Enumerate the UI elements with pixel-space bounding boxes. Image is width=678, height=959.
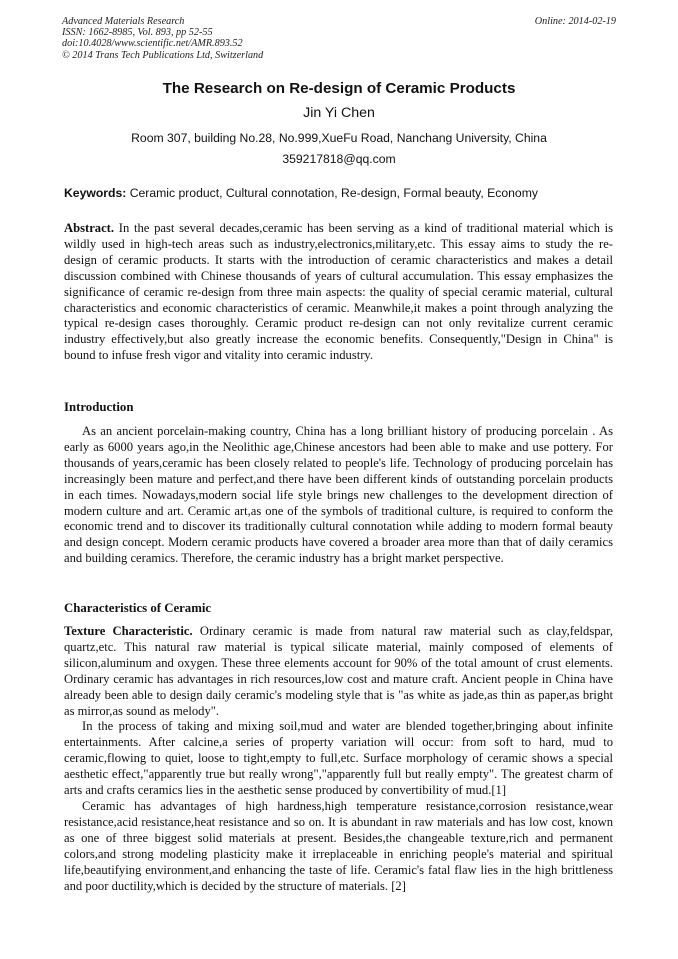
online-date: Online: 2014-02-19	[534, 16, 616, 27]
advantages-paragraph: Ceramic has advantages of high hardness,high temperature resistance,corrosion resistance,wear resistance,acid resistance,heat resistance and so on. It is abundant in raw materials and has low cost, known as one of three biggest solid materials at present. Besides,the changeable texture,rich and permanent colors,and strong modeling plasticity make it irreplaceable in enriching people's material and spiritual life,beautifying environment,and enhancing the taste of life. Ceramic's fatal flaw lies in the high brittleness and poor ductility,which is decided by the structure of materials. [2]	[64, 798, 613, 893]
abstract-label: Abstract.	[64, 221, 115, 235]
introduction-heading: Introduction	[64, 400, 134, 414]
author-email: 359217818@qq.com	[282, 152, 396, 166]
journal-header	[62, 16, 616, 61]
characteristics-section	[64, 624, 613, 894]
author-affiliation: Room 307, building No.28, No.999,XueFu Road, Nanchang University, China	[131, 131, 547, 145]
author-name: Jin Yi Chen	[303, 105, 375, 121]
abstract-section	[64, 221, 613, 364]
mud-paragraph: In the process of taking and mixing soil,mud and water are blended together,bringing about infinite entertainments. After calcine,a series of property variation will occur: from soft to hard, mud to ceramic,flowing to quiet, loose to tight,empty to full,etc. Surface morphology of ceramic shows a special aesthetic effect,"apparently true but really wrong","apparently full but really empty". The greatest charm of arts and crafts ceramics lies in the aesthetic sense produced by convertibility of mud.[1]	[64, 719, 613, 798]
journal-name: Advanced Materials Research	[62, 16, 185, 27]
doi-line: doi:10.4028/www.scientific.net/AMR.893.52	[62, 38, 243, 50]
texture-label: Texture Characteristic.	[64, 624, 193, 638]
keywords-label: Keywords:	[64, 186, 127, 200]
keywords-line	[64, 186, 624, 200]
introduction-paragraph: As an ancient porcelain-making country, China has a long brilliant history of producing porcelain . As early as 6000 years ago,in the Neolithic age,Chinese ancestors had been able to make and use pottery. For thousands of years,ceramic has been closely related to people's life. Technology of producing porcelain has increasingly been mature and perfect,and there have been different kinds of outstanding porcelain products in each times. Nowadays,modern social life style brings new challenges to the development direction of modern culture and art. Ceramic art,as one of the symbols of traditional culture, is required to conform the economic trend and to discover its traditionally cultural connotation while adding to modern formal beauty and design concept. Modern ceramic products have covered a broader area more than that of daily ceramics and building ceramics. Therefore, the ceramic industry has a bright market perspective.	[64, 424, 613, 566]
introduction-section	[64, 424, 613, 567]
texture-text: Ordinary ceramic is made from natural raw material such as clay,feldspar, quartz,etc. This natural raw material is typical silicate material, mainly composed of elements of silicon,aluminum and oxygen. These three elements account for 90% of the total amount of crust elements. Ordinary ceramic has advantages in rich resources,low cost and mature craft. Ancient people in China have already been able to design daily ceramic's modeling style that is "as white as jade,as thin as paper,as bright as mirror,as sound as melody".	[64, 624, 613, 718]
characteristics-heading: Characteristics of Ceramic	[64, 601, 212, 615]
issn-line: ISSN: 1662-8985, Vol. 893, pp 52-55	[62, 27, 213, 39]
keywords-text: Ceramic product, Cultural connotation, Re-design, Formal beauty, Economy	[129, 186, 538, 200]
abstract-text: In the past several decades,ceramic has been serving as a kind of traditional material which is wildly used in high-tech areas such as industry,electronics,military,etc. This essay aims to study the re-design of ceramic products. It starts with the introduction of ceramic characteristics and makes a detail discussion combined with Chinese thousands of years of cultural accumulation. This essay emphasizes the significance of ceramic re-design from three main aspects: the quality of special ceramic material, cultural characteristics and economic characteristics of ceramic. Meanwhile,it makes a point through analyzing the typical re-design cases thoroughly. Ceramic product re-design can not only revitalize current ceramic industry effectively,but also greatly increase the economic benefits. Consequently,"Design in China" is bound to infuse fresh vigor and vitality into ceramic industry.	[64, 221, 614, 363]
texture-paragraph	[64, 624, 613, 719]
paper-title: The Research on Re-design of Ceramic Products	[162, 80, 516, 97]
copyright-line: © 2014 Trans Tech Publications Ltd, Switzerland	[62, 49, 264, 61]
